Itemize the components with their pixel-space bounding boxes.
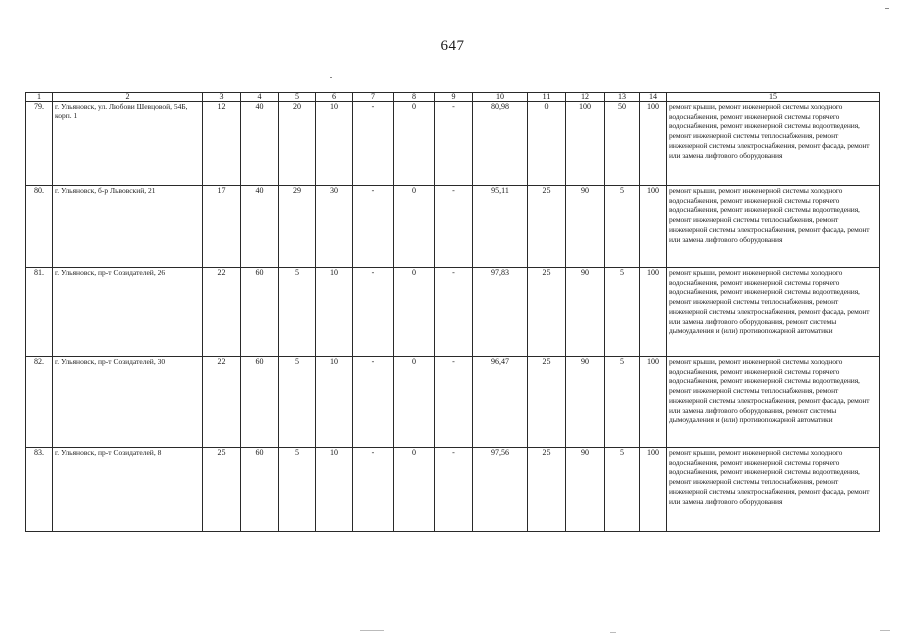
column-header: 2: [53, 93, 203, 102]
column-header: 4: [241, 93, 279, 102]
page-number: 647: [440, 38, 465, 54]
row-number: 82.: [26, 357, 53, 448]
table-cell: 10: [316, 268, 353, 357]
scan-artifact: [330, 77, 332, 78]
table-cell: 90: [566, 268, 605, 357]
table-cell: 5: [605, 357, 640, 448]
header-row: [26, 93, 880, 102]
scan-artifact: [610, 632, 616, 633]
table-cell: 60: [241, 268, 279, 357]
table-cell: 25: [528, 448, 566, 532]
table-cell: 5: [279, 357, 316, 448]
column-header: 13: [605, 93, 640, 102]
table-cell: 0: [394, 448, 435, 532]
table-cell: -: [435, 448, 473, 532]
table-cell: 0: [394, 357, 435, 448]
scan-artifact: [880, 630, 890, 631]
table-cell: 30: [316, 186, 353, 268]
table-row: [26, 448, 880, 532]
repair-works: ремонт крыши, ремонт инженерной системы холодного водоснабжения, ремонт инженерной системы горячего водоснабжения, ремонт инженерной системы водоотведения, ремонт инженерной системы теплоснабжения, ремонт инженерной системы электроснабжения, ремонт фасада, ремонт или замена лифтового оборудования: [667, 102, 880, 186]
row-number: 79.: [26, 102, 53, 186]
table-cell: 80,98: [473, 102, 528, 186]
column-header: 9: [435, 93, 473, 102]
table-cell: 50: [605, 102, 640, 186]
table-cell: -: [435, 268, 473, 357]
table-cell: 0: [394, 268, 435, 357]
table-cell: 25: [203, 448, 241, 532]
table-cell: 5: [279, 448, 316, 532]
table-cell: -: [353, 448, 394, 532]
repair-works: ремонт крыши, ремонт инженерной системы холодного водоснабжения, ремонт инженерной системы горячего водоснабжения, ремонт инженерной системы водоотведения, ремонт инженерной системы теплоснабжения, ремонт инженерной системы электроснабжения, ремонт фасада, ремонт или замена лифтового оборудования: [667, 186, 880, 268]
scan-artifact: [360, 630, 384, 631]
table-cell: 100: [566, 102, 605, 186]
table-cell: 97,83: [473, 268, 528, 357]
column-header: 10: [473, 93, 528, 102]
row-number: 80.: [26, 186, 53, 268]
table-cell: 0: [394, 186, 435, 268]
row-number: 83.: [26, 448, 53, 532]
column-header: 12: [566, 93, 605, 102]
column-header: 3: [203, 93, 241, 102]
table-cell: 100: [640, 186, 667, 268]
table-row: [26, 357, 880, 448]
table-cell: -: [353, 102, 394, 186]
table-cell: 5: [605, 268, 640, 357]
table-cell: 100: [640, 268, 667, 357]
table-cell: 95,11: [473, 186, 528, 268]
table-cell: 20: [279, 102, 316, 186]
table-cell: 5: [605, 186, 640, 268]
table-cell: 40: [241, 186, 279, 268]
table-row: [26, 268, 880, 357]
building-address: г. Ульяновск, пр-т Созидателей, 26: [53, 268, 203, 357]
table-cell: 100: [640, 357, 667, 448]
table-cell: 40: [241, 102, 279, 186]
column-header: 6: [316, 93, 353, 102]
table-cell: 90: [566, 357, 605, 448]
row-number: 81.: [26, 268, 53, 357]
repair-works: ремонт крыши, ремонт инженерной системы холодного водоснабжения, ремонт инженерной системы горячего водоснабжения, ремонт инженерной системы водоотведения, ремонт инженерной системы теплоснабжения, ремонт инженерной системы электроснабжения, ремонт фасада, ремонт или замена лифтового оборудования, ремонт системы дымоудаления и (или) противопожарной автоматики: [667, 357, 880, 448]
table-cell: 12: [203, 102, 241, 186]
table-cell: 100: [640, 102, 667, 186]
table-cell: -: [353, 357, 394, 448]
table-row: [26, 186, 880, 268]
table-cell: 22: [203, 268, 241, 357]
table-cell: 25: [528, 186, 566, 268]
repair-works: ремонт крыши, ремонт инженерной системы холодного водоснабжения, ремонт инженерной системы горячего водоснабжения, ремонт инженерной системы водоотведения, ремонт инженерной системы теплоснабжения, ремонт инженерной системы электроснабжения, ремонт фасада, ремонт или замена лифтового оборудования: [667, 448, 880, 532]
table-cell: 100: [640, 448, 667, 532]
column-header: 7: [353, 93, 394, 102]
table-cell: 10: [316, 102, 353, 186]
repair-table: [25, 92, 880, 532]
table-cell: 97,56: [473, 448, 528, 532]
table-cell: 0: [394, 102, 435, 186]
table-cell: 0: [528, 102, 566, 186]
building-address: г. Ульяновск, пр-т Созидателей, 8: [53, 448, 203, 532]
column-header: 11: [528, 93, 566, 102]
table-cell: -: [435, 102, 473, 186]
table-cell: -: [353, 268, 394, 357]
column-header: 5: [279, 93, 316, 102]
column-header: 1: [26, 93, 53, 102]
table-cell: 17: [203, 186, 241, 268]
column-header: 15: [667, 93, 880, 102]
column-header: 8: [394, 93, 435, 102]
table-cell: -: [435, 186, 473, 268]
repair-works: ремонт крыши, ремонт инженерной системы холодного водоснабжения, ремонт инженерной системы горячего водоснабжения, ремонт инженерной системы водоотведения, ремонт инженерной системы теплоснабжения, ремонт инженерной системы электроснабжения, ремонт фасада, ремонт или замена лифтового оборудования, ремонт системы дымоудаления и (или) противопожарной автоматики: [667, 268, 880, 357]
table-cell: 10: [316, 357, 353, 448]
table-cell: 29: [279, 186, 316, 268]
table-cell: 96,47: [473, 357, 528, 448]
table-cell: 90: [566, 186, 605, 268]
table-cell: 60: [241, 357, 279, 448]
table-row: [26, 102, 880, 186]
table-cell: 25: [528, 268, 566, 357]
table-cell: 90: [566, 448, 605, 532]
table-cell: 22: [203, 357, 241, 448]
table-cell: 60: [241, 448, 279, 532]
column-header: 14: [640, 93, 667, 102]
scan-artifact: [885, 8, 889, 9]
building-address: г. Ульяновск, пр-т Созидателей, 30: [53, 357, 203, 448]
table-cell: 5: [279, 268, 316, 357]
building-address: г. Ульяновск, ул. Любови Шевцовой, 54Б, корп. 1: [53, 102, 203, 186]
table-cell: 25: [528, 357, 566, 448]
table-cell: 5: [605, 448, 640, 532]
building-address: г. Ульяновск, б-р Львовский, 21: [53, 186, 203, 268]
table-cell: -: [435, 357, 473, 448]
table-cell: 10: [316, 448, 353, 532]
table-cell: -: [353, 186, 394, 268]
